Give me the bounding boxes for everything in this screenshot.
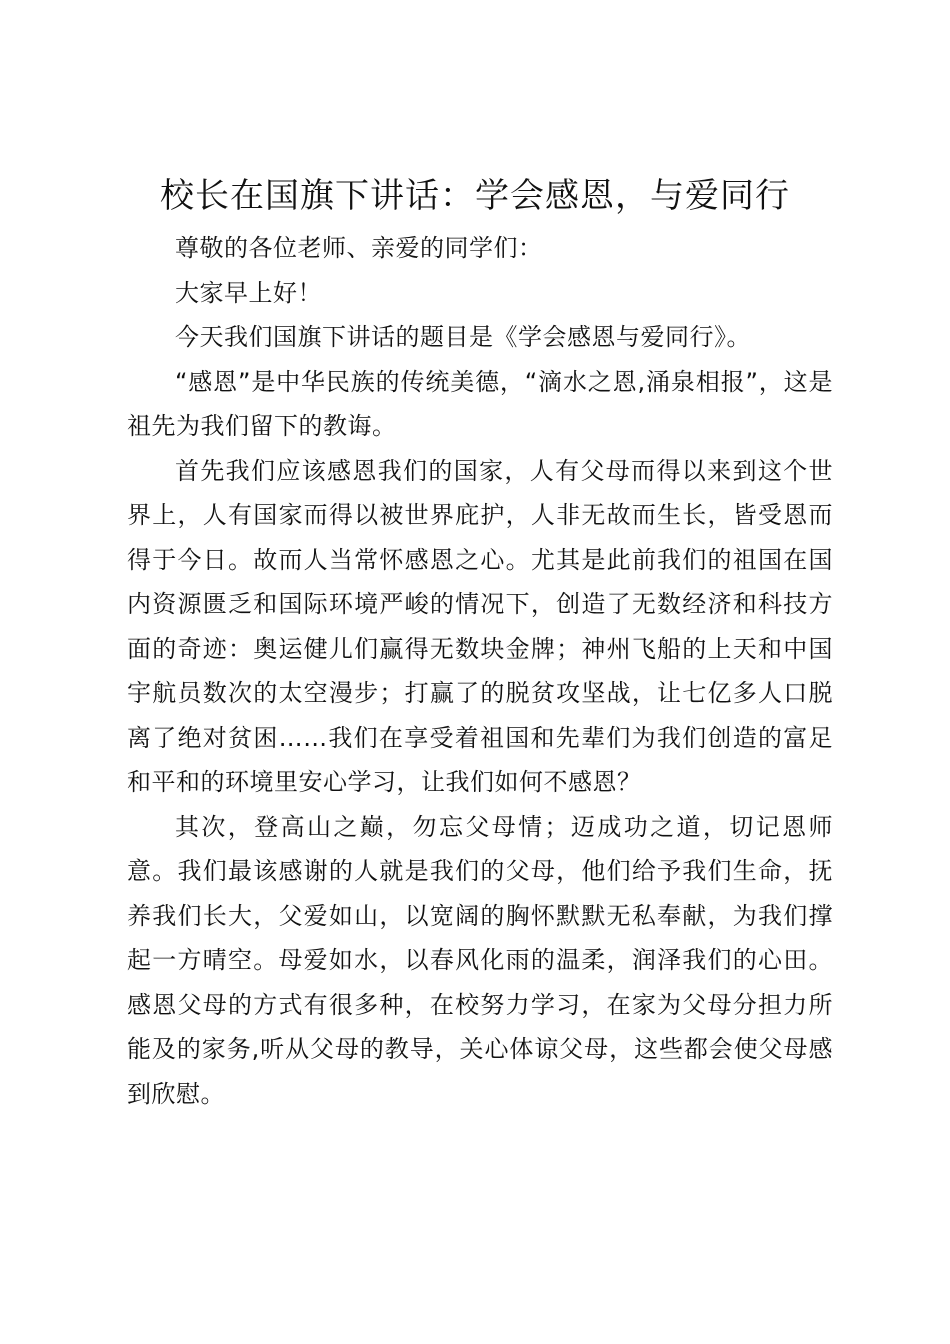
paragraph-parents: 其次，登高山之巅，勿忘父母情；迈成功之道，切记恩师意。我们最该感谢的人就是我们的父母，他们给予我们生命，抚养我们长大，父爱如山，以宽阔的胸怀默默无私奉献，为我们撑起一方晴空。母爱如水，以春风化雨的温柔，润泽我们的心田。感恩父母的方式有很多种，在校努力学习，在家为父母分担力所能及的家务,听从父母的教导，关心体谅父母，这些都会使父母感到欣慰。 [127, 812, 833, 1108]
paragraph-topic: 今天我们国旗下讲话的题目是《学会感恩与爱同行》。 [175, 323, 751, 351]
paragraph-country: 首先我们应该感恩我们的国家，人有父母而得以来到这个世界上，人有国家而得以被世界庇护，人非无故而生长，皆受恩而得于今日。故而人当常怀感恩之心。尤其是此前我们的祖国在国内资源匮乏和国际环境严峻的情况下，创造了无数经济和科技方面的奇迹：奥运健儿们赢得无数块金牌；神州飞船的上天和中国宇航员数次的太空漫步；打赢了的脱贫攻坚战，让七亿多人口脱离了绝对贫困……我们在享受着祖国和先辈们为我们创造的富足和平和的环境里安心学习，让我们如何不感恩？ [127, 456, 833, 796]
paragraph-greeting: 大家早上好！ [175, 278, 322, 307]
document-title: 校长在国旗下讲话：学会感恩，与爱同行 [160, 176, 790, 216]
paragraph-salutation: 尊敬的各位老师、亲爱的同学们： [175, 234, 543, 262]
paragraph-virtue: “感恩”是中华民族的传统美德，“滴水之恩,涌泉相报”，这是祖先为我们留下的教诲。 [127, 367, 833, 440]
document-body [127, 226, 833, 1116]
